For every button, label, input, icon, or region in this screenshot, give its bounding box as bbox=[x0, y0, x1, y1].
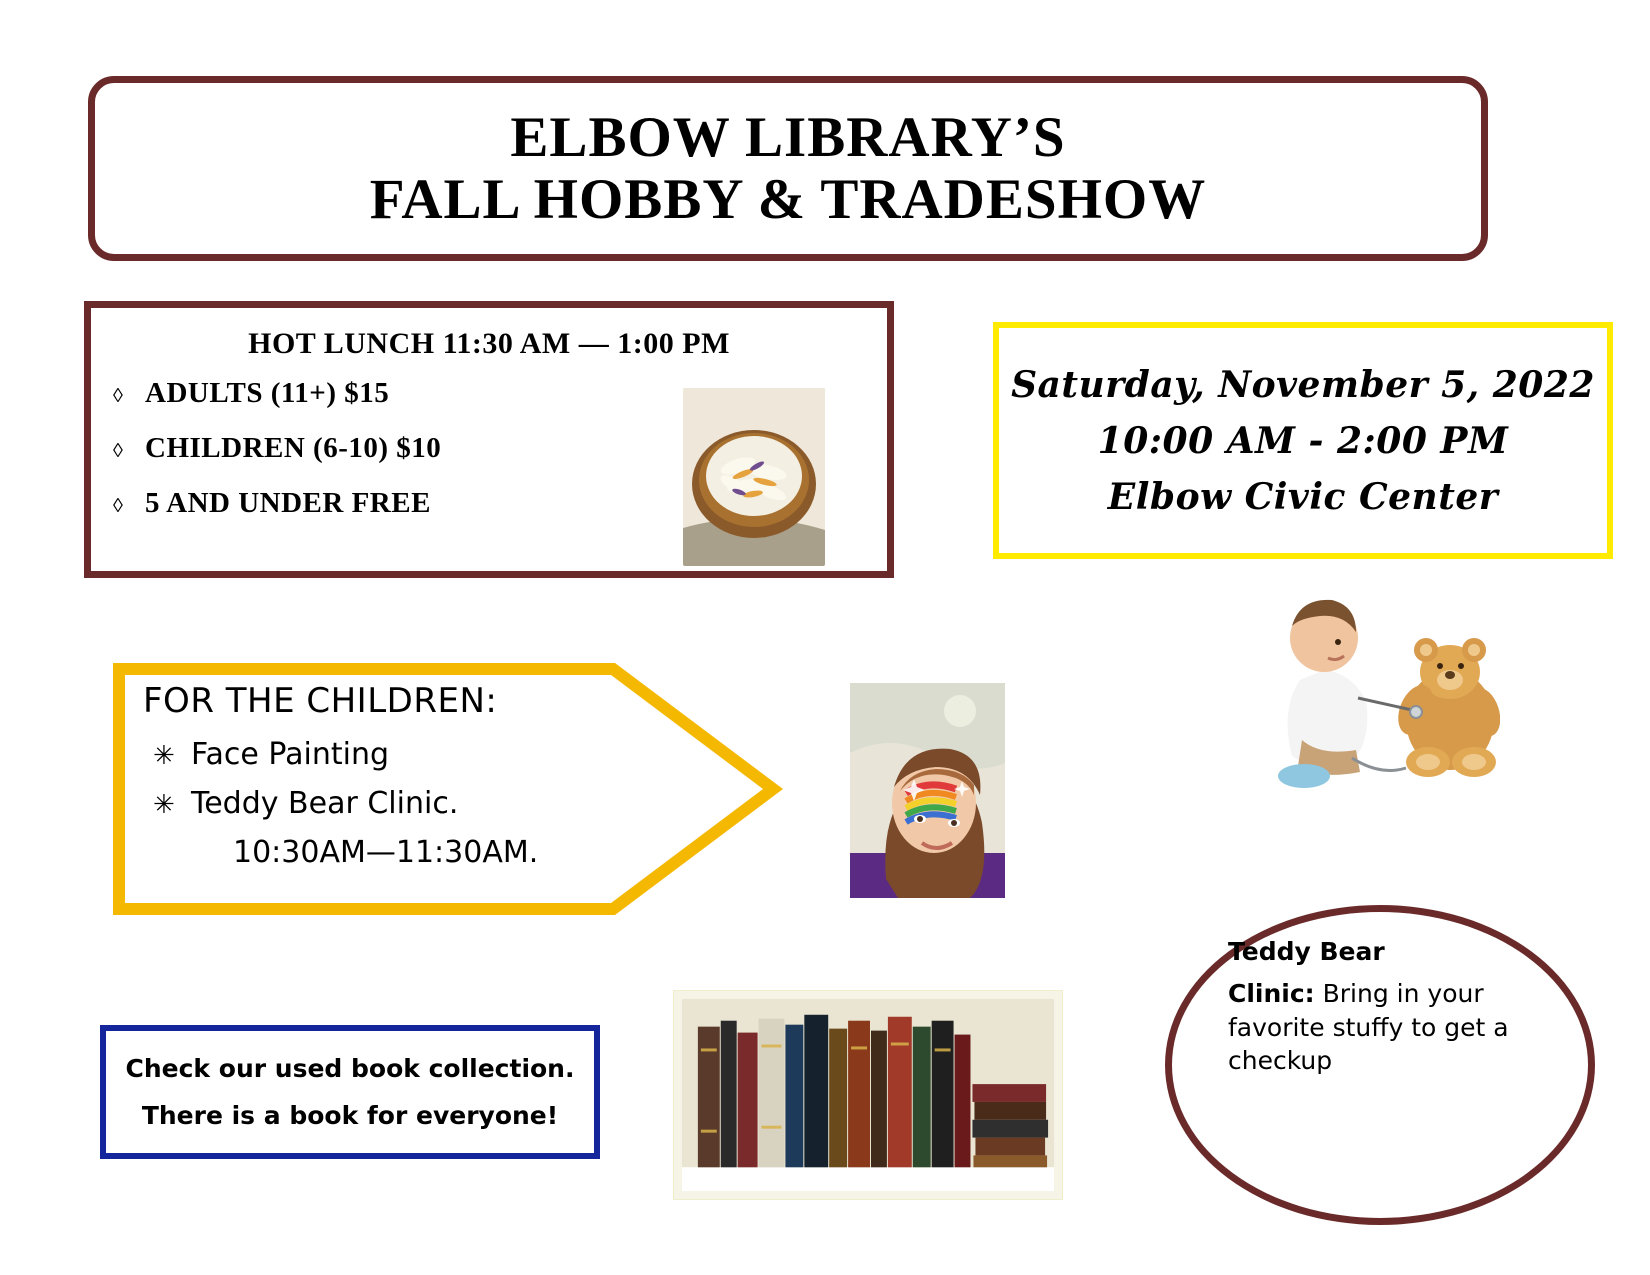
used-books-line-1: Check our used book collection. bbox=[125, 1054, 575, 1083]
hot-lunch-price-adults: ADULTS (11+) $15 bbox=[145, 377, 390, 409]
diamond-bullet-icon: ◊ bbox=[113, 440, 124, 462]
toddler-with-teddy-bear-photo bbox=[1240, 580, 1500, 795]
asterisk-bullet-icon: ✳ bbox=[153, 790, 175, 820]
children-activity-list bbox=[143, 737, 663, 821]
event-venue: Elbow Civic Center bbox=[1107, 475, 1499, 518]
children-activity-time: 10:30AM—11:30AM. bbox=[233, 835, 539, 870]
list-item bbox=[153, 786, 663, 821]
poster-title-line-2: FALL HOBBY & TRADESHOW bbox=[369, 167, 1207, 231]
old-books-shelf-photo bbox=[673, 990, 1063, 1200]
list-item bbox=[153, 737, 663, 772]
used-books-box bbox=[100, 1025, 600, 1159]
children-activity-teddy-clinic: Teddy Bear Clinic. bbox=[191, 786, 459, 821]
asterisk-bullet-icon: ✳ bbox=[153, 741, 175, 771]
used-books-line-2: There is a book for everyone! bbox=[141, 1101, 559, 1130]
diamond-bullet-icon: ◊ bbox=[113, 495, 124, 517]
hot-lunch-price-under-five: 5 AND UNDER FREE bbox=[145, 487, 431, 519]
children-activities-banner bbox=[113, 663, 783, 915]
event-time: 10:00 AM - 2:00 PM bbox=[1097, 419, 1509, 462]
teddy-bear-clinic-text bbox=[1228, 935, 1528, 1078]
children-heading: FOR THE CHILDREN: bbox=[143, 681, 498, 721]
event-date: Saturday, November 5, 2022 bbox=[1011, 363, 1595, 406]
children-activity-face-painting: Face Painting bbox=[191, 737, 390, 772]
poster-title-banner bbox=[88, 76, 1488, 261]
event-details-box bbox=[993, 322, 1613, 559]
clinic-title-line-2: Clinic: bbox=[1228, 978, 1315, 1008]
hot-lunch-heading: HOT LUNCH 11:30 AM — 1:00 PM bbox=[248, 327, 730, 360]
diamond-bullet-icon: ◊ bbox=[113, 385, 124, 407]
poster-title-line-1: ELBOW LIBRARY’S bbox=[510, 105, 1066, 169]
hot-lunch-price-children: CHILDREN (6-10) $10 bbox=[145, 432, 442, 464]
clinic-title-line-1: Teddy Bear bbox=[1228, 937, 1385, 966]
face-painting-girl-photo bbox=[850, 683, 1005, 898]
clinic-body-text: Bring in your favorite stuffy to get a checkup bbox=[1228, 978, 1509, 1076]
coleslaw-bowl-photo bbox=[683, 388, 825, 566]
hot-lunch-section bbox=[84, 301, 894, 578]
